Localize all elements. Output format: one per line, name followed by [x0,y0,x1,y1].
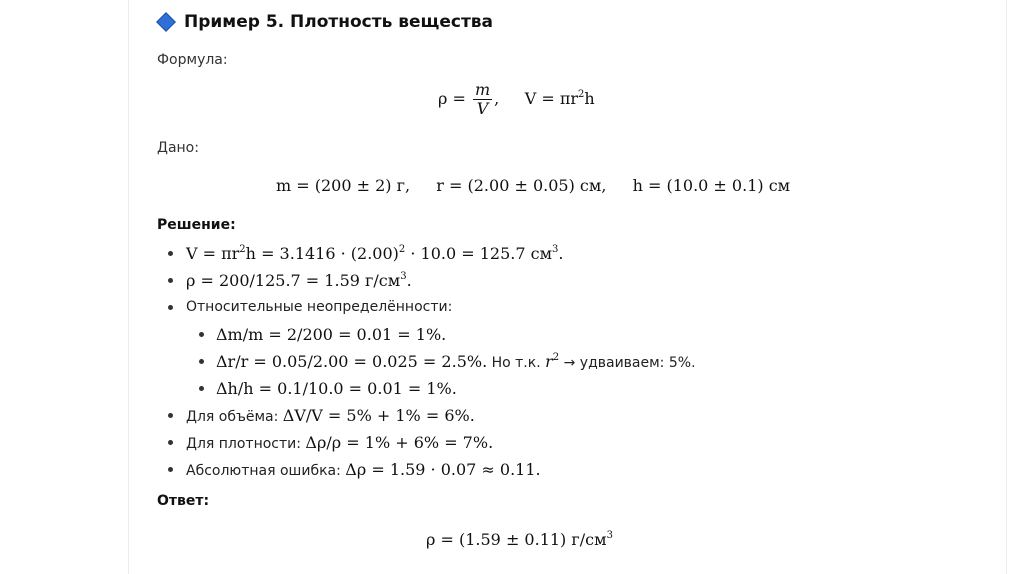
step-density-label: Для плотности: [186,436,306,452]
formula-volume-end: h [584,89,595,108]
formula-numerator: m [475,80,491,99]
answer-value: ρ = (1.59 ± 0.11) г/см [426,530,607,549]
list-item [166,240,696,267]
list-item [166,402,696,429]
step-density-error: Δρ/ρ = 1% + 6% = 7%. [305,433,494,452]
answer-display [426,530,613,549]
step-volume-label: Для объёма: [186,409,283,425]
left-border [128,0,129,574]
formula-rho: ρ = [438,89,466,108]
step-absolute-label: Абсолютная ошибка: [186,463,346,479]
right-border [1006,0,1007,574]
step-dr-note: Но т.к. [487,355,546,371]
list-item [166,456,696,483]
answer-exponent: 3 [606,530,613,541]
step-relative-uncertainties: Относительные неопределённости: [186,299,453,315]
given-m: m = (200 ± 2) г, [276,176,411,195]
solution-label: Решение: [157,217,236,233]
step-absolute-error: Δρ = 1.59 · 0.07 ≈ 0.11. [345,460,541,479]
step-dr: Δr/r = 0.05/2.00 = 0.025 = 2.5%. [216,352,488,371]
list-item [166,294,696,321]
solution-list [166,240,696,483]
list-item [166,321,696,348]
list-item [166,375,696,402]
given-h: h = (10.0 ± 0.1) см [632,176,791,195]
formula-label: Формула: [157,52,228,68]
formula-denominator: V [476,99,489,118]
step-dr-note2: → удваиваем: 5%. [559,355,696,371]
given-display [276,176,790,195]
blue-diamond-icon [156,12,176,32]
given-r: r = (2.00 ± 0.05) см, [436,176,607,195]
formula-fraction [473,82,492,117]
list-item [166,267,696,294]
step-dh: Δh/h = 0.1/10.0 = 0.01 = 1%. [216,379,457,398]
formula-volume: , V = πr [494,89,578,108]
step-dr-r: $r^2$ [545,352,560,371]
step-volume-error: ΔV/V = 5% + 1% = 6%. [282,406,475,425]
list-item [166,348,696,375]
step-density: ρ = 200/125.7 = 1.59 $г/см^3$. [186,271,412,290]
step-volume: $V = \pi r^2h = 3.1416 \cdot (2.00)^2 \cdot 10.0 = 125.7$ $см^3$. [186,244,564,263]
page-title: Пример 5. Плотность вещества [184,12,494,32]
title-row [157,12,493,32]
step-dm: Δm/m = 2/200 = 0.01 = 1%. [216,325,447,344]
formula-display [438,82,595,117]
given-label: Дано: [157,140,199,156]
list-item [166,429,696,456]
formula-volume-exponent: 2 [577,89,585,100]
answer-label: Ответ: [157,493,210,509]
